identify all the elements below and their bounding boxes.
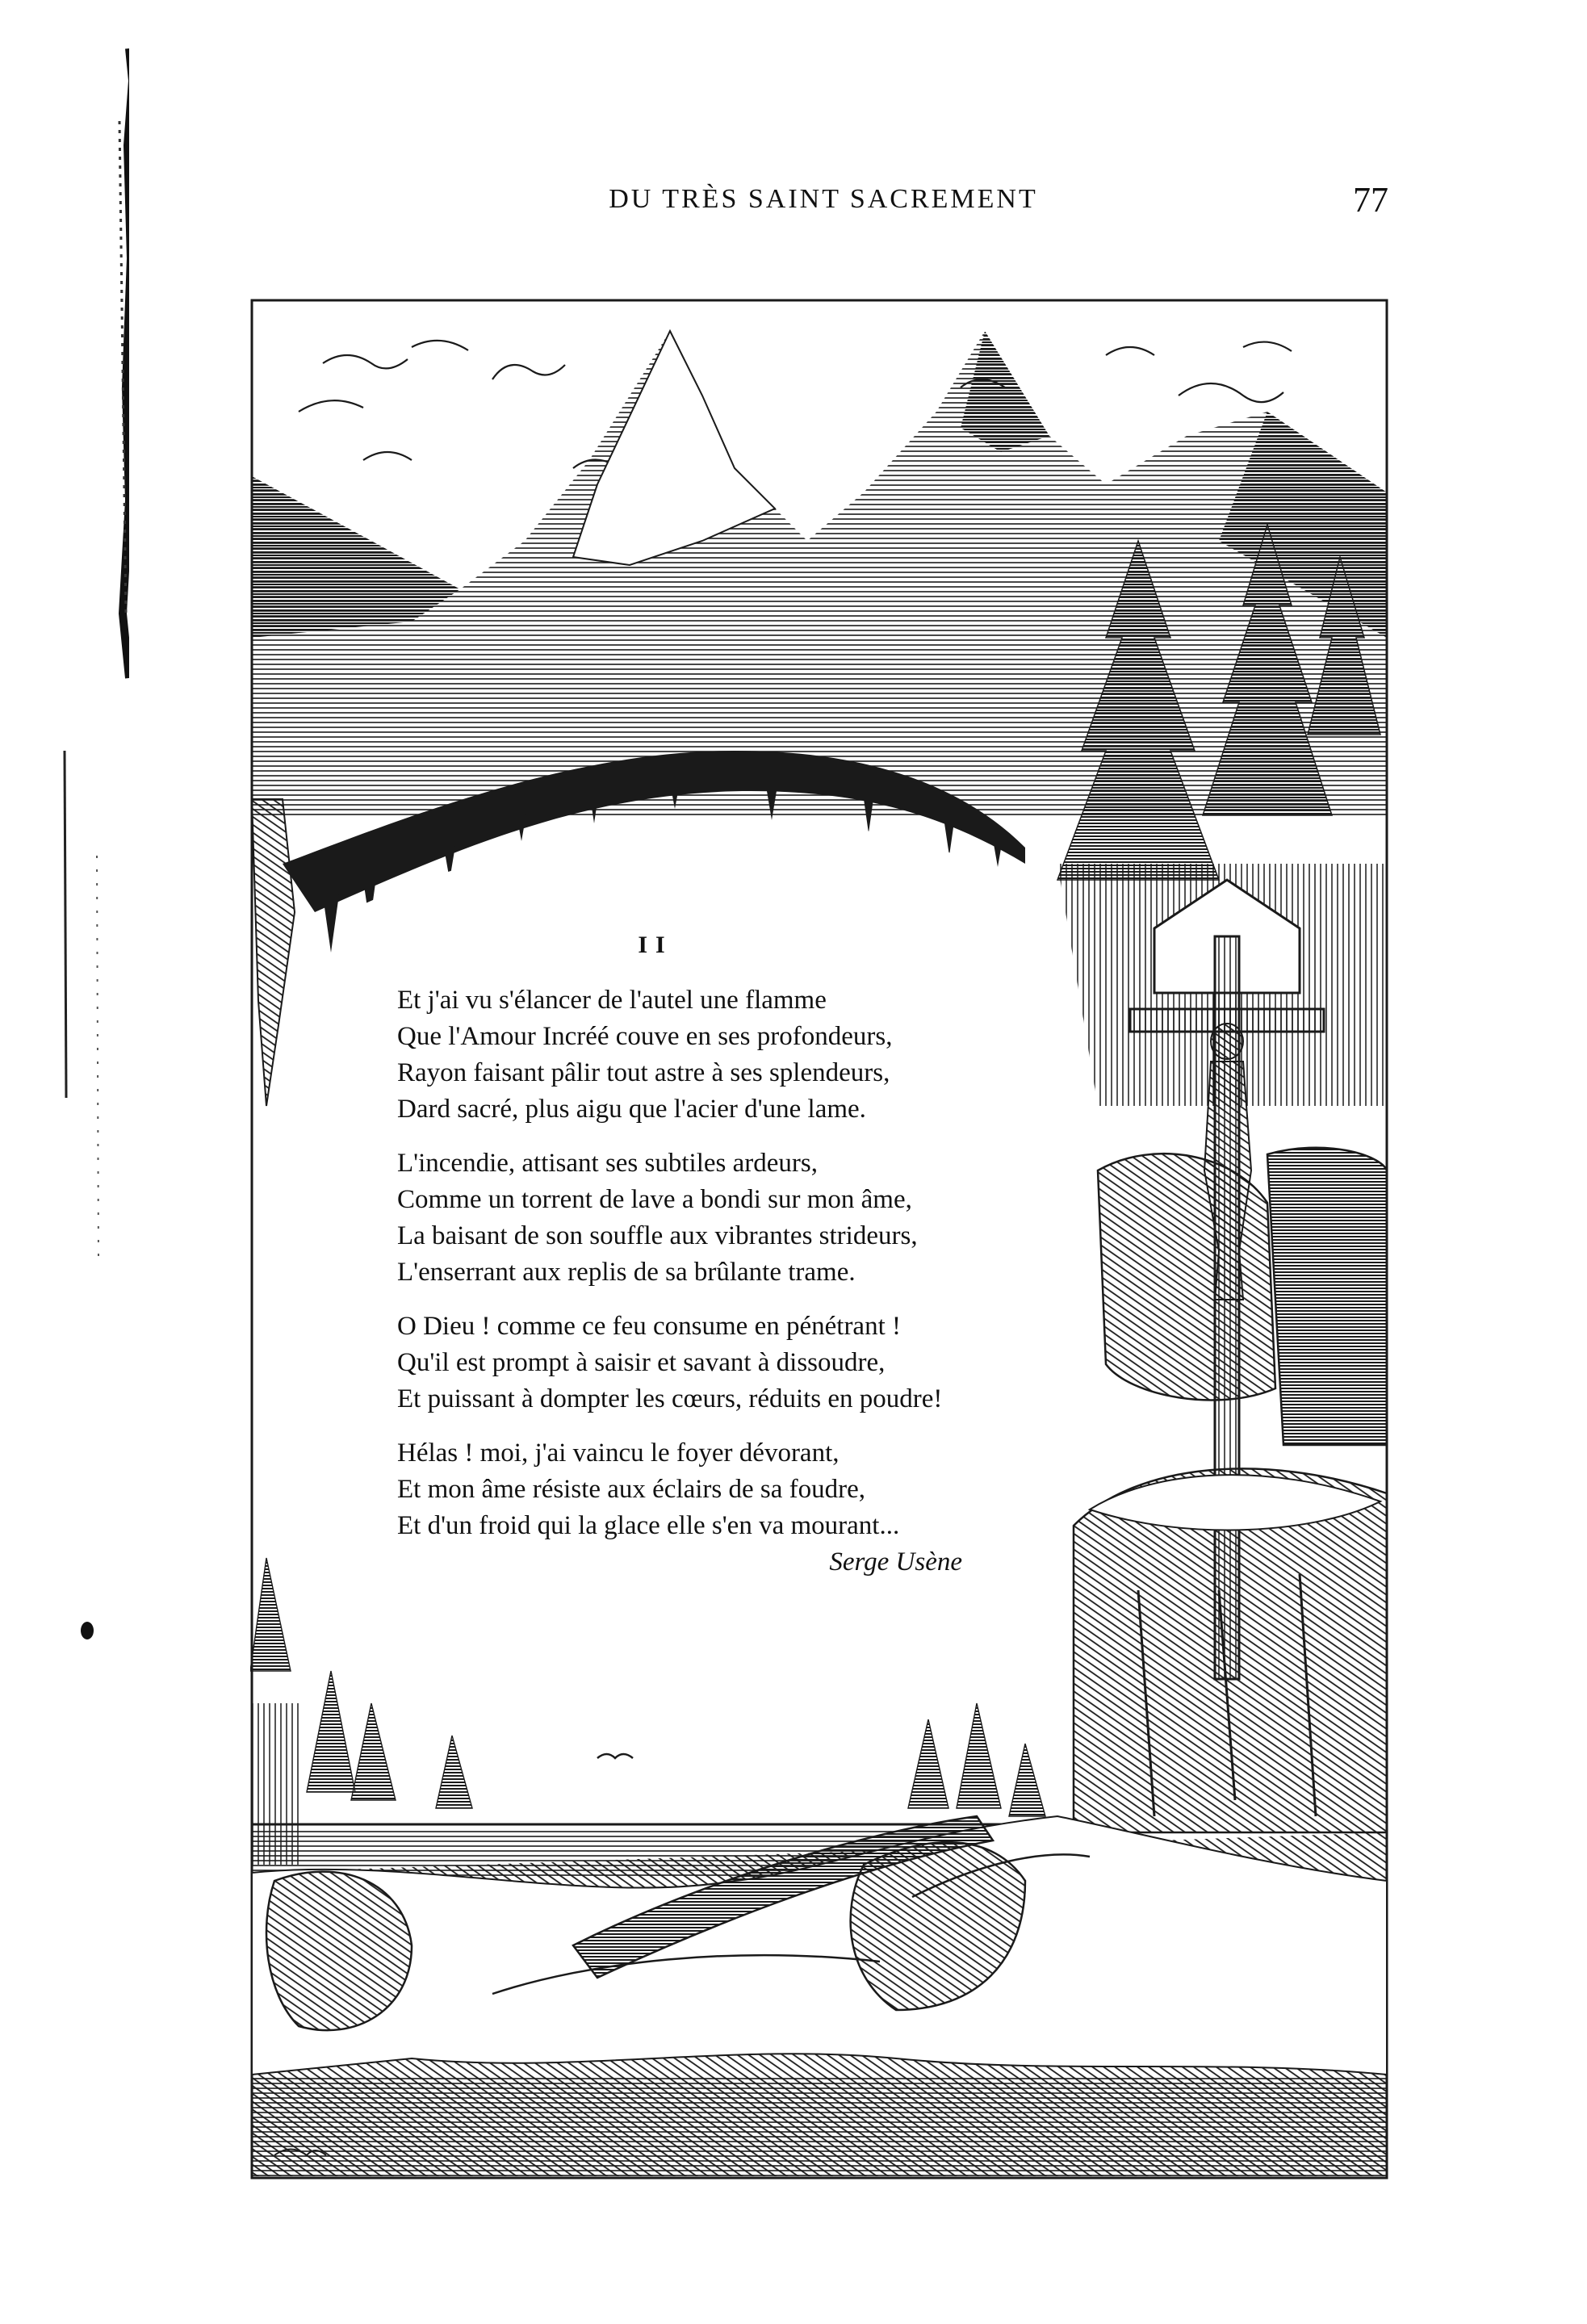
running-head xyxy=(0,180,1587,232)
verse-line: Qu'il est prompt à saisir et savant à dissoudre, xyxy=(397,1348,886,1377)
verse-line: Et puissant à dompter les cœurs, réduits en poudre! xyxy=(397,1384,943,1413)
author-signature: Serge Usène xyxy=(829,1547,962,1577)
verse-line: Comme un torrent de lave a bondi sur mon âme, xyxy=(397,1185,912,1214)
verse-line: L'incendie, attisant ses subtiles ardeurs, xyxy=(397,1149,818,1178)
verse-line: Dard sacré, plus aigu que l'acier d'une lame. xyxy=(397,1095,866,1124)
page-number: 77 xyxy=(1353,180,1388,220)
verse-line: Hélas ! moi, j'ai vaincu le foyer dévorant, xyxy=(397,1438,840,1468)
stanza-1 xyxy=(397,982,1043,1128)
verse-line: La baisant de son souffle aux vibrantes strideurs, xyxy=(397,1221,918,1250)
verse-line: Et d'un froid qui la glace elle s'en va mourant... xyxy=(397,1511,900,1540)
verse-line: Et mon âme résiste aux éclairs de sa foudre, xyxy=(397,1475,866,1504)
verse-line: L'enserrant aux replis de sa brûlante trame. xyxy=(397,1258,856,1287)
section-number: II xyxy=(638,932,673,958)
poem xyxy=(397,927,1043,1581)
scan-binding-edge xyxy=(48,48,129,2228)
verse-line: Et j'ai vu s'élancer de l'autel une flamme xyxy=(397,986,827,1015)
stanza-2 xyxy=(397,1145,1043,1291)
stanza-3 xyxy=(397,1309,1043,1417)
verse-line: Que l'Amour Incréé couve en ses profondeurs, xyxy=(397,1022,893,1051)
verse-line: O Dieu ! comme ce feu consume en pénétrant ! xyxy=(397,1312,901,1341)
verse-line: Rayon faisant pâlir tout astre à ses splendeurs, xyxy=(397,1058,890,1087)
running-title: DU TRÈS SAINT SACREMENT xyxy=(609,184,1038,214)
stanza-4 xyxy=(397,1435,1043,1544)
